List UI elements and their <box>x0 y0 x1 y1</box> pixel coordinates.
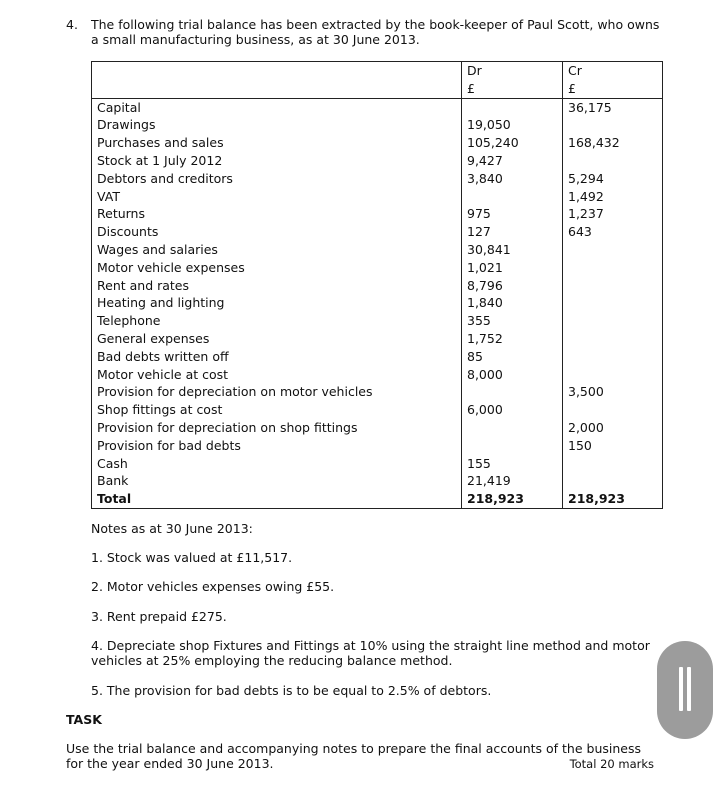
trial-balance-table <box>91 61 663 509</box>
row-label: Shop fittings at cost <box>92 401 462 419</box>
row-cr: 2,000 <box>563 419 663 437</box>
table-row <box>92 455 663 473</box>
row-label: Wages and salaries <box>92 241 462 259</box>
table-row <box>92 294 663 312</box>
task-text: Use the trial balance and accompanying notes to prepare the final accounts of the business for the year ended 30 June 2013. <box>66 741 641 771</box>
grip-line-icon <box>679 667 683 711</box>
table-row <box>92 223 663 241</box>
row-label: Debtors and creditors <box>92 170 462 188</box>
row-cr <box>563 294 663 312</box>
row-dr: 30,841 <box>462 241 563 259</box>
row-dr: 127 <box>462 223 563 241</box>
header-dr: Dr <box>462 62 563 80</box>
row-cr <box>563 241 663 259</box>
row-label: Bad debts written off <box>92 348 462 366</box>
table-row <box>92 383 663 401</box>
row-dr <box>462 98 563 116</box>
row-label: Heating and lighting <box>92 294 462 312</box>
table-row <box>92 259 663 277</box>
table-row <box>92 490 663 508</box>
note-4: 4. Depreciate shop Fixtures and Fittings at 10% using the straight line method and motor vehicles at 25% employing the reducing balance method. <box>91 638 650 668</box>
row-cr: 5,294 <box>563 170 663 188</box>
row-cr <box>563 259 663 277</box>
note-1: 1. Stock was valued at £11,517. <box>91 550 293 565</box>
header-cr: Cr <box>563 62 663 80</box>
row-dr: 19,050 <box>462 116 563 134</box>
question-text: The following trial balance has been extracted by the book-keeper of Paul Scott, who owns a small manufacturing business, as at 30 June 2013. <box>91 17 660 47</box>
header-cr-unit: £ <box>563 80 663 98</box>
table-row <box>92 116 663 134</box>
row-label: Stock at 1 July 2012 <box>92 152 462 170</box>
row-label: Cash <box>92 455 462 473</box>
row-cr <box>563 472 663 490</box>
unit-label-cell <box>92 80 462 98</box>
row-label: Total <box>92 490 462 508</box>
row-label: VAT <box>92 188 462 206</box>
scroll-handle[interactable] <box>657 641 713 739</box>
total-marks: Total 20 marks <box>569 757 654 771</box>
row-label: Rent and rates <box>92 277 462 295</box>
row-cr <box>563 277 663 295</box>
row-cr <box>563 366 663 384</box>
row-dr <box>462 437 563 455</box>
row-cr: 168,432 <box>563 134 663 152</box>
row-dr <box>462 383 563 401</box>
row-cr <box>563 348 663 366</box>
table-row <box>92 98 663 116</box>
table-row <box>92 170 663 188</box>
row-cr <box>563 401 663 419</box>
row-label: Purchases and sales <box>92 134 462 152</box>
row-cr: 36,175 <box>563 98 663 116</box>
table-row <box>92 152 663 170</box>
row-dr: 218,923 <box>462 490 563 508</box>
row-label: Capital <box>92 98 462 116</box>
row-label: Drawings <box>92 116 462 134</box>
table-row <box>92 205 663 223</box>
header-dr-unit: £ <box>462 80 563 98</box>
row-dr: 1,021 <box>462 259 563 277</box>
table-row <box>92 366 663 384</box>
row-cr: 3,500 <box>563 383 663 401</box>
row-label: General expenses <box>92 330 462 348</box>
row-label: Returns <box>92 205 462 223</box>
task-title: TASK <box>66 712 102 727</box>
row-dr: 6,000 <box>462 401 563 419</box>
row-cr <box>563 312 663 330</box>
row-cr: 643 <box>563 223 663 241</box>
table-row <box>92 419 663 437</box>
table-row <box>92 401 663 419</box>
table-row <box>92 330 663 348</box>
row-cr <box>563 330 663 348</box>
row-dr: 21,419 <box>462 472 563 490</box>
row-dr: 85 <box>462 348 563 366</box>
table-unit-row <box>92 80 663 98</box>
row-cr <box>563 116 663 134</box>
row-cr: 218,923 <box>563 490 663 508</box>
row-label: Provision for depreciation on shop fittings <box>92 419 462 437</box>
row-dr: 8,000 <box>462 366 563 384</box>
row-label: Motor vehicle expenses <box>92 259 462 277</box>
question-number: 4. <box>66 17 78 32</box>
table-row <box>92 348 663 366</box>
note-3: 3. Rent prepaid £275. <box>91 609 227 624</box>
row-dr: 3,840 <box>462 170 563 188</box>
table-header-row <box>92 62 663 80</box>
grip-line-icon <box>687 667 691 711</box>
row-label: Telephone <box>92 312 462 330</box>
table-row <box>92 472 663 490</box>
row-dr: 975 <box>462 205 563 223</box>
table-row <box>92 277 663 295</box>
table-row <box>92 241 663 259</box>
row-cr: 150 <box>563 437 663 455</box>
row-cr <box>563 152 663 170</box>
table-row <box>92 437 663 455</box>
table-row <box>92 134 663 152</box>
row-dr: 1,840 <box>462 294 563 312</box>
row-label: Bank <box>92 472 462 490</box>
row-dr <box>462 188 563 206</box>
row-label: Provision for bad debts <box>92 437 462 455</box>
row-dr: 1,752 <box>462 330 563 348</box>
table-row <box>92 312 663 330</box>
row-cr <box>563 455 663 473</box>
row-label: Provision for depreciation on motor vehicles <box>92 383 462 401</box>
row-dr: 105,240 <box>462 134 563 152</box>
note-2: 2. Motor vehicles expenses owing £55. <box>91 579 335 594</box>
row-dr <box>462 419 563 437</box>
row-cr: 1,237 <box>563 205 663 223</box>
row-dr: 9,427 <box>462 152 563 170</box>
row-dr: 355 <box>462 312 563 330</box>
row-cr: 1,492 <box>563 188 663 206</box>
table-row <box>92 188 663 206</box>
notes-title: Notes as at 30 June 2013: <box>91 521 253 536</box>
note-5: 5. The provision for bad debts is to be equal to 2.5% of debtors. <box>91 683 492 698</box>
row-label: Motor vehicle at cost <box>92 366 462 384</box>
row-label: Discounts <box>92 223 462 241</box>
header-label-cell <box>92 62 462 80</box>
row-dr: 8,796 <box>462 277 563 295</box>
row-dr: 155 <box>462 455 563 473</box>
